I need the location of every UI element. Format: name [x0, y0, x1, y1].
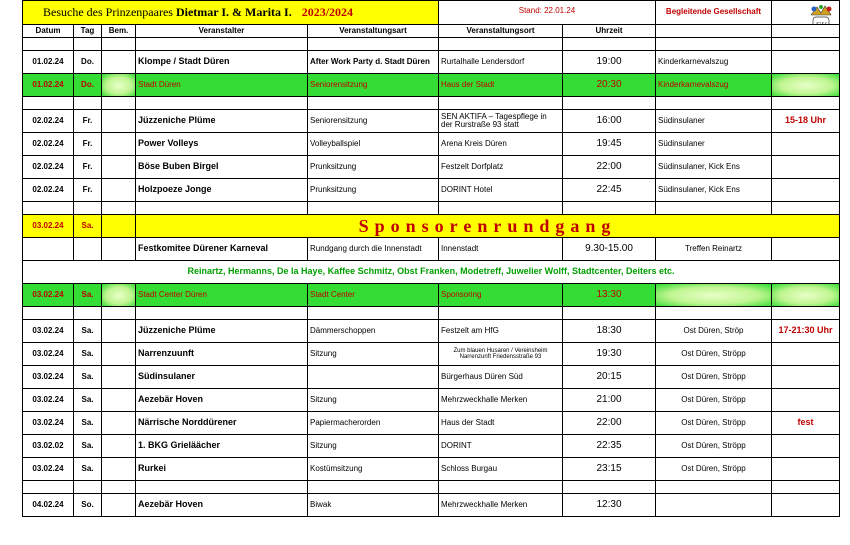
table-row: [23, 389, 840, 412]
org-cell: Aezebär Hoven: [136, 389, 308, 412]
art-cell: Sitzung: [308, 389, 439, 412]
bem-cell: [102, 238, 136, 261]
org-cell: Südinsulaner: [136, 366, 308, 389]
sponsor-title-row: [23, 215, 840, 238]
ort-cell: Innenstadt: [439, 238, 563, 261]
ges-cell: Ost Düren, Ströp: [656, 320, 772, 343]
extra-cell: [772, 389, 840, 412]
page-title: [23, 1, 439, 25]
extra-cell: [772, 284, 840, 307]
org-cell: Jüzzeniche Plüme: [136, 110, 308, 133]
day-cell: Fr.: [74, 110, 102, 133]
day-cell: Fr.: [74, 133, 102, 156]
date-cell: [23, 238, 74, 261]
col-extra: [772, 25, 840, 38]
col-ort: Veranstaltungsort: [439, 25, 563, 38]
art-cell: Prunksitzung: [308, 179, 439, 202]
org-cell: Närrische Norddürener: [136, 412, 308, 435]
ges-cell: Ost Düren, Ströpp: [656, 435, 772, 458]
date-cell: 04.02.24: [23, 494, 74, 517]
extra-cell: [772, 494, 840, 517]
time-cell: 19:00: [563, 51, 656, 74]
day-cell: Sa.: [74, 215, 102, 238]
date-cell: 03.02.24: [23, 412, 74, 435]
ort-cell: Mehrzweckhalle Merken: [439, 494, 563, 517]
ort-cell: Zum blauen Husaren / Vereinsheim Narrenzunft Friedensstraße 93: [439, 343, 563, 366]
ort-cell: Schloss Burgau: [439, 458, 563, 481]
carnival-committee-logo-icon: [803, 3, 839, 31]
org-cell: Klompe / Stadt Düren: [136, 51, 308, 74]
art-cell: Volleyballspiel: [308, 133, 439, 156]
title-row: [23, 1, 840, 25]
sponsor-list-row: [23, 261, 840, 284]
bem-cell: [102, 133, 136, 156]
time-cell: 22:00: [563, 156, 656, 179]
time-cell: 13:30: [563, 284, 656, 307]
day-cell: Fr.: [74, 156, 102, 179]
schedule-sheet: [22, 0, 839, 517]
org-cell: Aezebär Hoven: [136, 494, 308, 517]
ort-cell: DORINT: [439, 435, 563, 458]
ort-cell: Bürgerhaus Düren Süd: [439, 366, 563, 389]
begleitende-header: Begleitende Gesellschaft: [656, 1, 772, 25]
art-cell: Rundgang durch die Innenstadt: [308, 238, 439, 261]
bem-cell: [102, 51, 136, 74]
ort-cell: DORINT Hotel: [439, 179, 563, 202]
org-cell: Festkomitee Dürener Karneval: [136, 238, 308, 261]
extra-cell: [772, 133, 840, 156]
table-row-highlight: [23, 284, 840, 307]
spacer-row: [23, 202, 840, 215]
ges-cell: [656, 284, 772, 307]
bem-cell: [102, 412, 136, 435]
title-prefix: Besuche des Prinzenpaares: [43, 5, 176, 20]
day-cell: [74, 238, 102, 261]
ort-cell: Sponsoring: [439, 284, 563, 307]
date-cell: 02.02.24: [23, 179, 74, 202]
ges-cell: Ost Düren, Ströpp: [656, 389, 772, 412]
col-ges: [656, 25, 772, 38]
col-art: Veranstaltungsart: [308, 25, 439, 38]
column-header-row: [23, 25, 840, 38]
ort-cell: Arena Kreis Düren: [439, 133, 563, 156]
date-cell: 03.02.24: [23, 458, 74, 481]
art-cell: Dämmerschoppen: [308, 320, 439, 343]
time-cell: 19:45: [563, 133, 656, 156]
bem-cell: [102, 284, 136, 307]
time-cell: 20:15: [563, 366, 656, 389]
bem-cell: [102, 179, 136, 202]
bem-cell: [102, 215, 136, 238]
spacer-row: [23, 481, 840, 494]
day-cell: So.: [74, 494, 102, 517]
art-cell: Sitzung: [308, 435, 439, 458]
table-row: [23, 494, 840, 517]
sponsor-title: Sponsorenrundgang: [136, 215, 840, 238]
day-cell: Sa.: [74, 366, 102, 389]
art-cell: Seniorensitzung: [308, 110, 439, 133]
art-cell: Kostümsitzung: [308, 458, 439, 481]
table-row: [23, 435, 840, 458]
bem-cell: [102, 458, 136, 481]
ort-cell: Mehrzweckhalle Merken: [439, 389, 563, 412]
table-row: [23, 133, 840, 156]
date-cell: 01.02.24: [23, 51, 74, 74]
date-cell: 03.02.24: [23, 320, 74, 343]
date-cell: 03.02.24: [23, 366, 74, 389]
ges-cell: Südinsulaner: [656, 110, 772, 133]
ges-cell: Ost Düren, Ströpp: [656, 366, 772, 389]
art-cell: Seniorensitzung: [308, 74, 439, 97]
date-cell: 03.02.02: [23, 435, 74, 458]
bem-cell: [102, 389, 136, 412]
bem-cell: [102, 435, 136, 458]
date-cell: 02.02.24: [23, 156, 74, 179]
table-row: [23, 238, 840, 261]
table-row: [23, 320, 840, 343]
bem-cell: [102, 366, 136, 389]
date-cell: 01.02.24: [23, 74, 74, 97]
time-cell: 19:30: [563, 343, 656, 366]
extra-cell: 17-21:30 Uhr: [772, 320, 840, 343]
bem-cell: [102, 320, 136, 343]
bem-cell: [102, 110, 136, 133]
org-cell: Narrenzuunft: [136, 343, 308, 366]
col-uhrzeit: Uhrzeit: [563, 25, 656, 38]
table-row: [23, 179, 840, 202]
time-cell: 18:30: [563, 320, 656, 343]
day-cell: Sa.: [74, 412, 102, 435]
ges-cell: Ost Düren, Ströpp: [656, 412, 772, 435]
title-names: Dietmar I. & Marita I.: [175, 5, 292, 20]
time-cell: 9.30-15.00: [563, 238, 656, 261]
spacer-row: [23, 38, 840, 51]
ort-cell: SEN AKTIFA – Tagespflege in der Rurstraße 93 statt: [439, 110, 563, 133]
title-year: 2023/2024: [301, 5, 354, 20]
day-cell: Fr.: [74, 179, 102, 202]
ort-cell: Haus der Stadt: [439, 412, 563, 435]
col-veranstalter: Veranstalter: [136, 25, 308, 38]
date-cell: 02.02.24: [23, 110, 74, 133]
ges-cell: Treffen Reinartz: [656, 238, 772, 261]
table-row: [23, 51, 840, 74]
art-cell: Stadt Center: [308, 284, 439, 307]
bem-cell: [102, 156, 136, 179]
bem-cell: [102, 74, 136, 97]
org-cell: Holzpoeze Jonge: [136, 179, 308, 202]
ort-cell: Festzelt am HfG: [439, 320, 563, 343]
time-cell: 21:00: [563, 389, 656, 412]
org-cell: Böse Buben Birgel: [136, 156, 308, 179]
time-cell: 12:30: [563, 494, 656, 517]
art-cell: Papiermacherorden: [308, 412, 439, 435]
org-cell: Stadt Center Düren: [136, 284, 308, 307]
table-row: [23, 343, 840, 366]
ort-cell: Festzelt Dorfplatz: [439, 156, 563, 179]
day-cell: Sa.: [74, 284, 102, 307]
ges-cell: Südinsulaner, Kick Ens: [656, 156, 772, 179]
extra-cell: fest: [772, 412, 840, 435]
time-cell: 22:00: [563, 412, 656, 435]
org-cell: Jüzzeniche Plüme: [136, 320, 308, 343]
art-cell: After Work Party d. Stadt Düren: [308, 51, 439, 74]
art-cell: Prunksitzung: [308, 156, 439, 179]
org-cell: 1. BKG Grieläächer: [136, 435, 308, 458]
day-cell: Do.: [74, 51, 102, 74]
day-cell: Sa.: [74, 458, 102, 481]
ort-cell: Haus der Stadt: [439, 74, 563, 97]
ges-cell: Südinsulaner, Kick Ens: [656, 179, 772, 202]
ges-cell: Kinderkarnevalszug: [656, 51, 772, 74]
schedule-table: [22, 0, 840, 517]
org-cell: Rurkei: [136, 458, 308, 481]
extra-cell: [772, 156, 840, 179]
extra-cell: 15-18 Uhr: [772, 110, 840, 133]
art-cell: [308, 366, 439, 389]
extra-cell: [772, 458, 840, 481]
day-cell: Sa.: [74, 435, 102, 458]
ort-cell: Rurtalhalle Lendersdorf: [439, 51, 563, 74]
time-cell: 22:35: [563, 435, 656, 458]
ges-cell: Kinderkarnevalszug: [656, 74, 772, 97]
org-cell: Power Volleys: [136, 133, 308, 156]
svg-text:FK: FK: [815, 21, 827, 31]
table-row: [23, 458, 840, 481]
time-cell: 20:30: [563, 74, 656, 97]
day-cell: Do.: [74, 74, 102, 97]
spacer-row: [23, 97, 840, 110]
time-cell: 23:15: [563, 458, 656, 481]
bem-cell: [102, 343, 136, 366]
day-cell: Sa.: [74, 320, 102, 343]
stand-date: Stand: 22.01.24: [439, 1, 656, 25]
sponsor-list: Reinartz, Hermanns, De la Haye, Kaffee Schmitz, Obst Franken, Modetreff, Juwelier Wolff, Stadtcenter, Deiters etc.: [23, 261, 840, 284]
extra-cell: [772, 238, 840, 261]
extra-cell: [772, 435, 840, 458]
extra-cell: [772, 51, 840, 74]
ges-cell: Südinsulaner: [656, 133, 772, 156]
bem-cell: [102, 494, 136, 517]
extra-cell: [772, 74, 840, 97]
time-cell: 16:00: [563, 110, 656, 133]
date-cell: 03.02.24: [23, 389, 74, 412]
extra-cell: [772, 343, 840, 366]
ges-cell: Ost Düren, Ströpp: [656, 343, 772, 366]
art-cell: Sitzung: [308, 343, 439, 366]
art-cell: Biwak: [308, 494, 439, 517]
date-cell: 03.02.24: [23, 215, 74, 238]
day-cell: Sa.: [74, 389, 102, 412]
day-cell: Sa.: [74, 343, 102, 366]
date-cell: 03.02.24: [23, 343, 74, 366]
ges-cell: [656, 494, 772, 517]
extra-cell: [772, 366, 840, 389]
table-row: [23, 412, 840, 435]
time-cell: 22:45: [563, 179, 656, 202]
table-row: [23, 156, 840, 179]
logo-cell: [772, 1, 840, 31]
col-tag: Tag: [74, 25, 102, 38]
extra-cell: [772, 179, 840, 202]
col-datum: Datum: [23, 25, 74, 38]
table-row-highlight: [23, 74, 840, 97]
date-cell: 03.02.24: [23, 284, 74, 307]
org-cell: Stadt Düren: [136, 74, 308, 97]
ges-cell: Ost Düren, Ströpp: [656, 458, 772, 481]
table-row: [23, 110, 840, 133]
date-cell: 02.02.24: [23, 133, 74, 156]
spacer-row: [23, 307, 840, 320]
col-bem: Bem.: [102, 25, 136, 38]
table-row: [23, 366, 840, 389]
